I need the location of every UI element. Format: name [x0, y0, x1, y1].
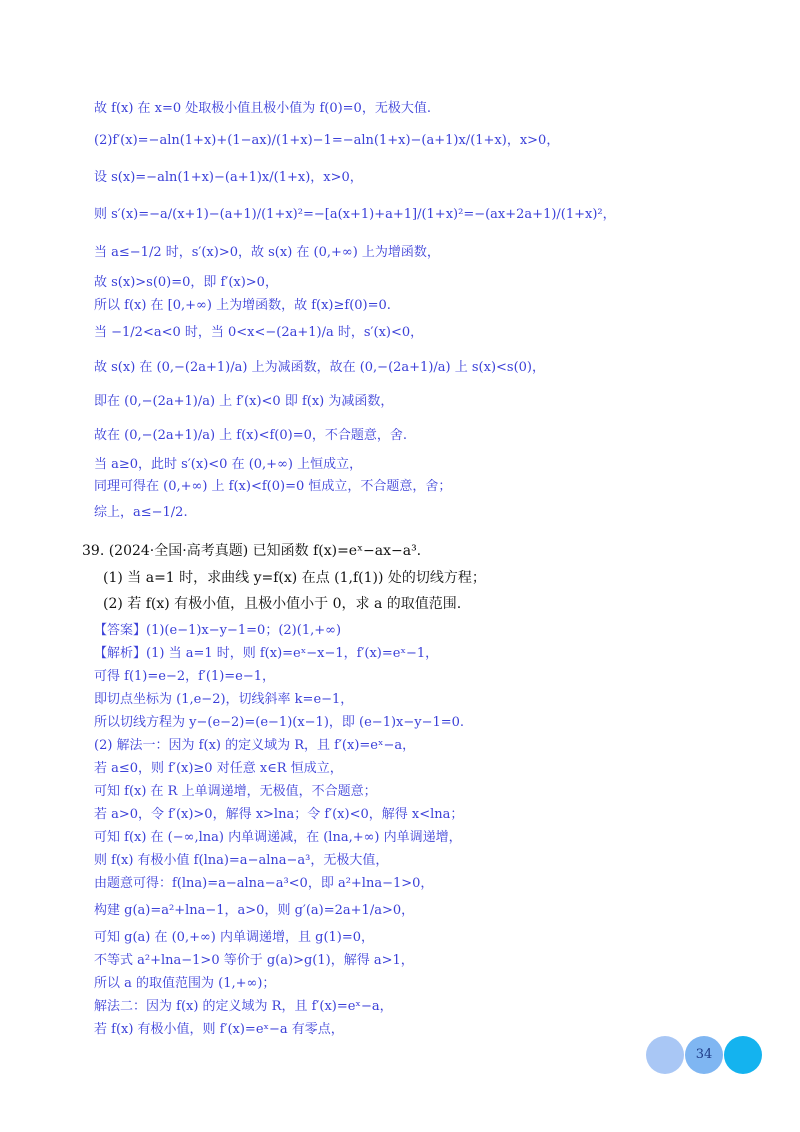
- solution-line: 所以 f(x) 在 [0,+∞) 上为增函数，故 f(x)≥f(0)=0.: [94, 298, 391, 313]
- question-part-2: (2) 若 f(x) 有极小值，且极小值小于 0，求 a 的取值范围.: [103, 596, 462, 612]
- analysis-line: 若 a>0，令 f′(x)>0，解得 x>lna；令 f′(x)<0，解得 x<lna；: [94, 807, 464, 822]
- solution-line: 故 s(x) 在 (0,−(2a+1)/a) 上为减函数，故在 (0,−(2a+1)/a) 上 s(x)<s(0)，: [94, 360, 545, 375]
- analysis-label: 【解析】: [94, 646, 147, 661]
- analysis-line: (2) 解法一：因为 f(x) 的定义域为 R，且 f′(x)=eˣ−a，: [94, 738, 416, 753]
- solution-line: (2)f′(x)=−aln(1+x)+(1−ax)/(1+x)−1=−aln(1+x)−(a+1)x/(1+x)，x>0，: [94, 133, 560, 148]
- analysis-line: 构建 g(a)=a²+lna−1，a>0，则 g′(a)=2a+1/a>0，: [94, 903, 415, 918]
- analysis-line: 所以切线方程为 y−(e−2)=(e−1)(x−1)，即 (e−1)x−y−1=0.: [94, 715, 465, 730]
- answer-line: [94, 623, 341, 639]
- answer-label: 【答案】: [94, 623, 147, 638]
- page-circle-left: [646, 1036, 684, 1074]
- solution-line: 同理可得在 (0,+∞) 上 f(x)<f(0)=0 恒成立，不合题意，舍；: [94, 479, 452, 494]
- question-title: 39. (2024·全国·高考真题) 已知函数 f(x)=eˣ−ax−a³.: [82, 543, 422, 559]
- solution-line: 故 s(x)>s(0)=0，即 f′(x)>0，: [94, 275, 278, 290]
- solution-line: 当 a≥0，此时 s′(x)<0 在 (0,+∞) 上恒成立，: [94, 457, 363, 472]
- solution-line: 当 −1/2<a<0 时，当 0<x<−(2a+1)/a 时，s′(x)<0，: [94, 325, 424, 340]
- analysis-line: 则 f(x) 有极小值 f(lna)=a−alna−a³，无极大值，: [94, 853, 389, 868]
- answer-text: (1)(e−1)x−y−1=0；(2)(1,+∞): [146, 623, 342, 638]
- analysis-line: 若 a≤0，则 f′(x)≥0 对任意 x∈R 恒成立，: [94, 761, 343, 776]
- analysis-line: 可知 f(x) 在 (−∞,lna) 内单调递减，在 (lna,+∞) 内单调递增，: [94, 830, 462, 845]
- analysis-line: 可知 f(x) 在 R 上单调递增，无极值，不合题意；: [94, 784, 377, 799]
- analysis-line: [94, 646, 438, 662]
- solution-line: 即在 (0,−(2a+1)/a) 上 f′(x)<0 即 f(x) 为减函数，: [94, 394, 394, 409]
- solution-line: 则 s′(x)=−a/(x+1)−(a+1)/(1+x)²=−[a(x+1)+a+1]/(1+x)²=−(ax+2a+1)/(1+x)²，: [94, 207, 616, 222]
- analysis-line: 可得 f(1)=e−2，f′(1)=e−1，: [94, 669, 276, 684]
- solution-line: 当 a≤−1/2 时，s′(x)>0，故 s(x) 在 (0,+∞) 上为增函数，: [94, 245, 440, 260]
- analysis-line: 解法二：因为 f(x) 的定义域为 R，且 f′(x)=eˣ−a，: [94, 999, 393, 1014]
- analysis-text: (1) 当 a=1 时，则 f(x)=eˣ−x−1，f′(x)=eˣ−1，: [146, 646, 439, 661]
- solution-line: 设 s(x)=−aln(1+x)−(a+1)x/(1+x)，x>0，: [94, 170, 363, 185]
- analysis-line: 不等式 a²+lna−1>0 等价于 g(a)>g(1)，解得 a>1，: [94, 953, 414, 968]
- analysis-line: 若 f(x) 有极小值，则 f′(x)=eˣ−a 有零点，: [94, 1022, 344, 1037]
- analysis-line: 由题意可得：f(lna)=a−alna−a³<0，即 a²+lna−1>0，: [94, 876, 434, 891]
- page-circle-right: [724, 1036, 762, 1074]
- question-part-1: (1) 当 a=1 时，求曲线 y=f(x) 在点 (1,f(1)) 处的切线方程；: [103, 570, 486, 586]
- solution-line: 综上，a≤−1/2.: [94, 505, 188, 520]
- page-number-badge: [646, 1036, 762, 1074]
- solution-line: 故 f(x) 在 x=0 处取极小值且极小值为 f(0)=0，无极大值.: [94, 101, 431, 116]
- page-number: 34: [695, 1047, 713, 1062]
- analysis-line: 可知 g(a) 在 (0,+∞) 内单调递增，且 g(1)=0，: [94, 930, 375, 945]
- analysis-line: 即切点坐标为 (1,e−2)，切线斜率 k=e−1，: [94, 692, 354, 707]
- solution-line: 故在 (0,−(2a+1)/a) 上 f(x)<f(0)=0，不合题意，舍.: [94, 428, 407, 443]
- analysis-line: 所以 a 的取值范围为 (1,+∞)；: [94, 976, 276, 991]
